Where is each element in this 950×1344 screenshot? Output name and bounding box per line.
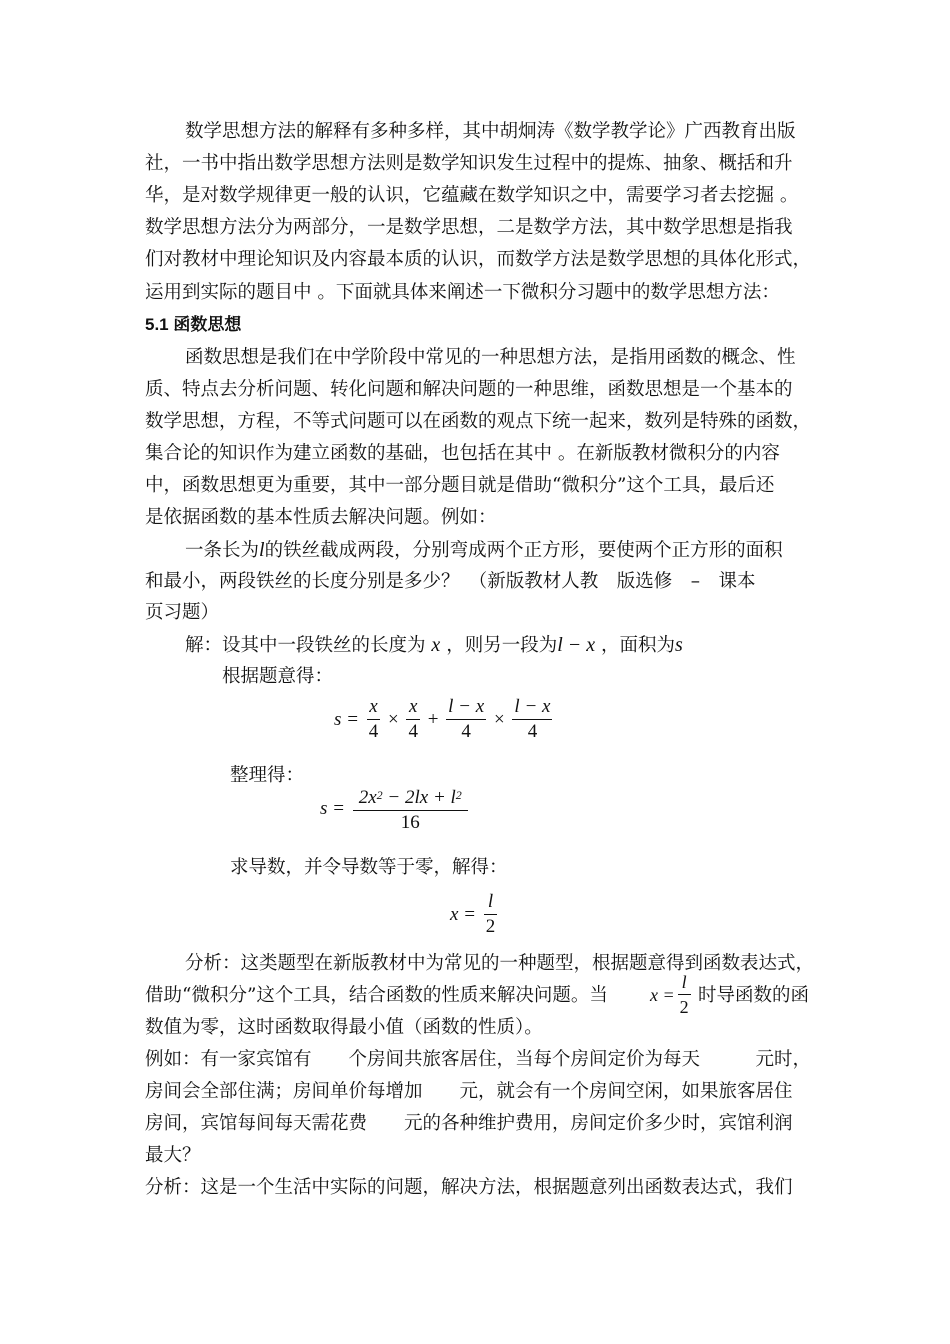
analysis-line <box>145 972 815 1017</box>
problem-text: 一条长为 <box>185 540 260 561</box>
fraction <box>446 695 486 744</box>
times-sign: × <box>387 708 399 730</box>
fraction-numerator <box>353 783 468 811</box>
fraction-numerator: l <box>484 890 498 915</box>
math-var: l <box>259 539 265 561</box>
intro-line: 华，是对数学规律更一般的认识，它蕴藏在数学知识之中，需要学习者去挖掘 。 <box>145 185 799 206</box>
fraction-numerator: l <box>678 970 691 995</box>
fraction-denominator: 2 <box>679 997 689 1017</box>
paragraph-line: 质、特点去分析问题、转化问题和解决问题的一种思维，函数思想是一个基本的 <box>145 379 793 400</box>
fraction-numerator: x <box>367 695 381 720</box>
analysis-text: 借助“微积分”这个工具，结合函数的性质来解决问题。当 <box>145 985 608 1006</box>
solution-text: 解：设其中一段铁丝的长度为 <box>185 635 426 656</box>
equation-lhs: x = <box>650 984 675 1005</box>
numerator-term: − 2lx + l <box>382 787 456 808</box>
fraction-numerator: l − x <box>446 695 486 720</box>
fraction <box>367 695 381 744</box>
paragraph-line: 集合论的知识作为建立函数的基础，也包括在其中 。在新版教材微积分的内容 <box>145 443 780 464</box>
equation-result <box>448 890 498 939</box>
numerator-term: 2x <box>358 787 377 808</box>
paragraph-line: 函数思想是我们在中学阶段中常见的一种思想方法，是指用函数的概念、性 <box>185 347 796 368</box>
analysis-line: 数值为零，这时函数取得最小值（函数的性质）。 <box>145 1017 543 1038</box>
inline-equation <box>648 970 692 1019</box>
intro-line: 数学思想方法分为两部分，一是数学思想，二是数学方法，其中数学思想是指我 <box>145 217 793 238</box>
fraction-denominator: 2 <box>485 916 496 937</box>
problem-line <box>185 537 855 564</box>
solution-line <box>185 632 855 659</box>
fraction <box>406 695 420 744</box>
intro-line: 运用到实际的题目中 。下面就具体来阐述一下微积分习题中的数学思想方法： <box>145 282 780 303</box>
example-line: 房间会全部住满；房间单价每增加 元，就会有一个房间空闲，如果旅客居住 <box>145 1081 793 1102</box>
math-var: x <box>431 634 441 656</box>
analysis-line: 分析：这类题型在新版教材中为常见的一种题型，根据题意得到函数表达式， <box>185 953 815 974</box>
fraction <box>353 783 468 835</box>
example-line: 例如：有一家宾馆有 个房间共旅客居住，当每个房间定价为每天 元时， <box>145 1049 812 1070</box>
section-heading: 5.1 函数思想 <box>145 315 242 334</box>
fraction-denominator: 4 <box>408 721 418 742</box>
equation-area-sum <box>332 695 553 744</box>
equation-lhs: s = <box>320 798 345 819</box>
fraction-denominator: 16 <box>400 812 420 833</box>
math-var: s <box>675 634 683 656</box>
fraction <box>678 970 691 1019</box>
fraction <box>484 890 498 939</box>
fraction-denominator: 4 <box>527 721 538 742</box>
plus-sign: + <box>427 708 439 730</box>
equation-lhs: s = <box>334 708 359 730</box>
analysis-text: 时导函数的函 <box>698 985 810 1006</box>
paragraph-line: 数学思想，方程，不等式问题可以在函数的观点下统一起来，数列是特殊的函数， <box>145 411 812 432</box>
example-line: 最大？ <box>145 1145 201 1166</box>
exponent: 2 <box>376 788 383 802</box>
example-line: 房间，宾馆每间每天需花费 元的各种维护费用，房间定价多少时，宾馆利润 <box>145 1113 793 1134</box>
fraction <box>512 695 552 744</box>
equation-simplified <box>318 783 469 835</box>
example-line: 分析：这是一个生活中实际的问题，解决方法，根据题意列出函数表达式，我们 <box>145 1177 793 1198</box>
intro-line: 们对教材中理论知识及内容最本质的认识，而数学方法是数学思想的具体化形式， <box>145 249 812 270</box>
intro-line: 数学思想方法的解释有多种多样，其中胡炯涛《数学教学论》广西教育出版 <box>185 121 796 142</box>
fraction-denominator: 4 <box>368 721 379 742</box>
fraction-denominator: 4 <box>461 721 471 742</box>
fraction-numerator: x <box>406 695 420 720</box>
solution-line: 求导数，并令导数等于零，解得： <box>230 857 508 878</box>
solution-line: 根据题意得： <box>222 666 334 687</box>
times-sign: × <box>493 708 505 730</box>
solution-text: ，面积为 <box>601 635 676 656</box>
paragraph-line: 中，函数思想更为重要，其中一部分题目就是借助“微积分”这个工具，最后还 <box>145 475 775 496</box>
exponent: 2 <box>455 788 462 802</box>
math-expression: l − x <box>557 634 596 656</box>
intro-line: 社，一书中指出数学思想方法则是数学知识发生过程中的提炼、抽象、概括和升 <box>145 153 793 174</box>
problem-line: 页习题） <box>145 602 220 623</box>
problem-line: 和最小，两段铁丝的长度分别是多少？ （新版教材人教 版选修 – 课本 <box>145 571 756 592</box>
solution-text: ，则另一段为 <box>446 635 558 656</box>
paragraph-line: 是依据函数的基本性质去解决问题。例如： <box>145 507 497 528</box>
fraction-numerator: l − x <box>512 695 552 720</box>
solution-line: 整理得： <box>230 765 305 786</box>
problem-text: 的铁丝截成两段，分别弯成两个正方形，要使两个正方形的面积 <box>264 540 783 561</box>
equation-lhs: x = <box>450 903 477 925</box>
